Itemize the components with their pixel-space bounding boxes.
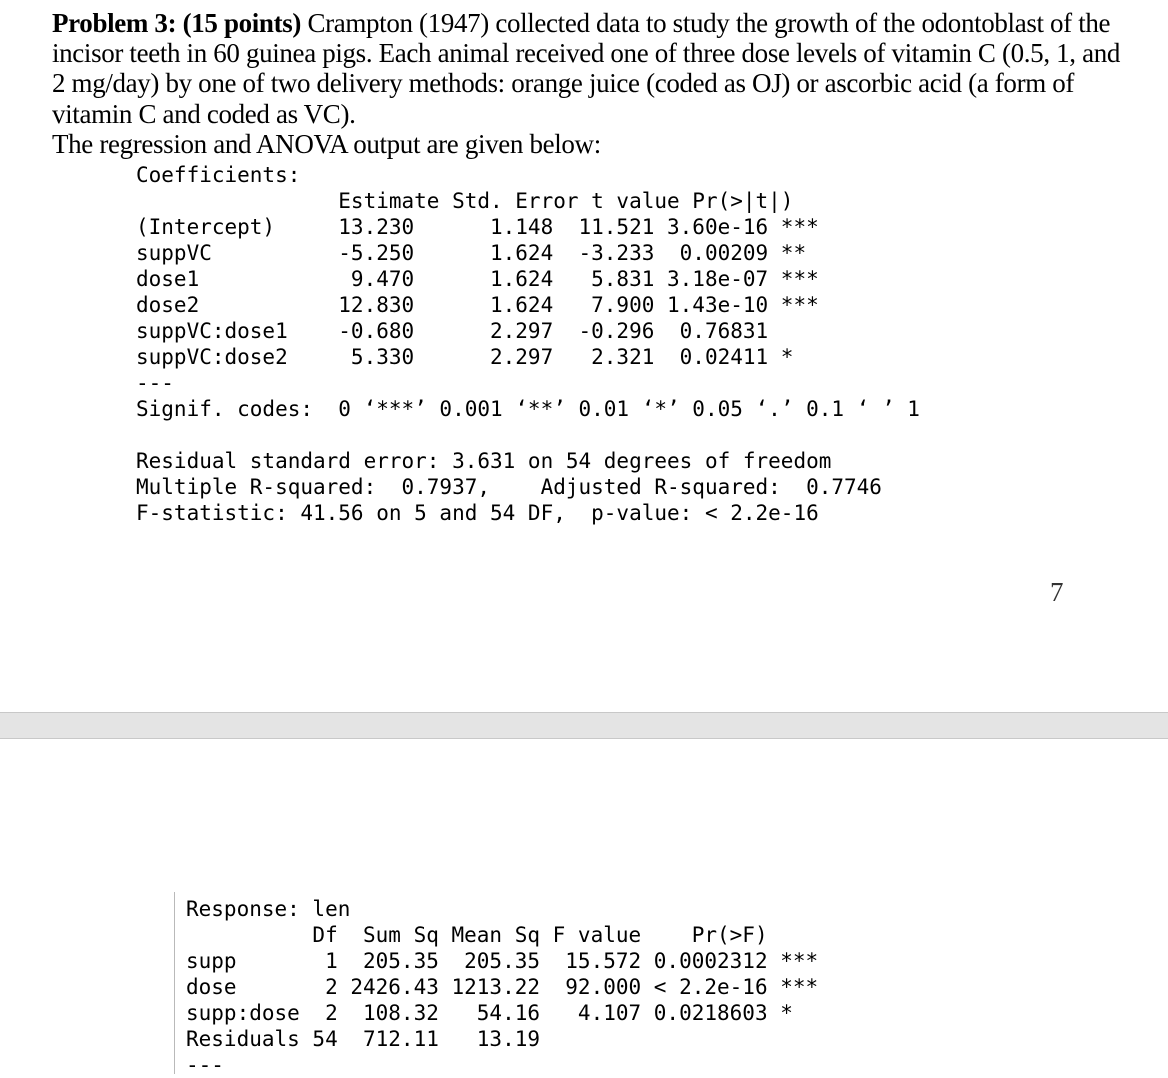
coefficients-header: Coefficients: <box>136 163 301 187</box>
f-statistic: F-statistic: 41.56 on 5 and 54 DF, p-value: < 2.2e-16 <box>136 501 819 525</box>
regression-output <box>136 162 920 526</box>
residual-standard-error: Residual standard error: 3.631 on 54 degrees of freedom <box>136 449 832 473</box>
coef-row-intercept: (Intercept) 13.230 1.148 11.521 3.60e-16 *** <box>136 215 819 239</box>
r-squared: Multiple R-squared: 0.7937, Adjusted R-squared: 0.7746 <box>136 475 882 499</box>
coef-row-dose2: dose2 12.830 1.624 7.900 1.43e-10 *** <box>136 293 819 317</box>
problem-body: Crampton (1947) collected data to study the growth of the odontoblast of the incisor teeth in 60 guinea pigs. Each animal received one of three dose levels of vitamin C (0.5, 1, and 2 mg/day) by one of two delivery methods: orange juice (coded as OJ) or ascorbic acid (a form of vitamin C and coded as VC). <box>52 8 1121 129</box>
problem-statement <box>52 8 1132 159</box>
coefficients-columns: Estimate Std. Error t value Pr(>|t|) <box>136 189 845 213</box>
page-break <box>0 712 1168 739</box>
coef-row-suppvc-dose1: suppVC:dose1 -0.680 2.297 -0.296 0.76831 <box>136 319 819 343</box>
signif-codes: Signif. codes: 0 ‘***’ 0.001 ‘**’ 0.01 ‘*’ 0.05 ‘.’ 0.1 ‘ ’ 1 <box>136 397 920 421</box>
problem-heading: Problem 3: (15 points) <box>52 8 302 38</box>
anova-output <box>174 892 1168 1077</box>
problem-paragraph <box>52 8 1132 129</box>
page-number: 7 <box>1050 577 1064 607</box>
coef-row-suppvc-dose2: suppVC:dose2 5.330 2.297 2.321 0.02411 * <box>136 345 819 369</box>
problem-intro: The regression and ANOVA output are given below: <box>52 128 601 159</box>
anova-row-supp-dose: supp:dose 2 108.32 54.16 4.107 0.0218603 * <box>186 1001 819 1025</box>
anova-separator: --- <box>186 1053 224 1077</box>
anova-row-residuals: Residuals 54 712.11 13.19 <box>186 1027 819 1051</box>
anova-row-supp: supp 1 205.35 205.35 15.572 0.0002312 *** <box>186 949 819 973</box>
blank-line <box>136 422 920 448</box>
coef-row-suppvc: suppVC -5.250 1.624 -3.233 0.00209 ** <box>136 241 819 265</box>
regression-separator: --- <box>136 371 174 395</box>
anova-columns: Df Sum Sq Mean Sq F value Pr(>F) <box>186 923 819 947</box>
anova-row-dose: dose 2 2426.43 1213.22 92.000 < 2.2e-16 *** <box>186 975 819 999</box>
anova-response: Response: len <box>186 897 351 921</box>
coef-row-dose1: dose1 9.470 1.624 5.831 3.18e-07 *** <box>136 267 819 291</box>
